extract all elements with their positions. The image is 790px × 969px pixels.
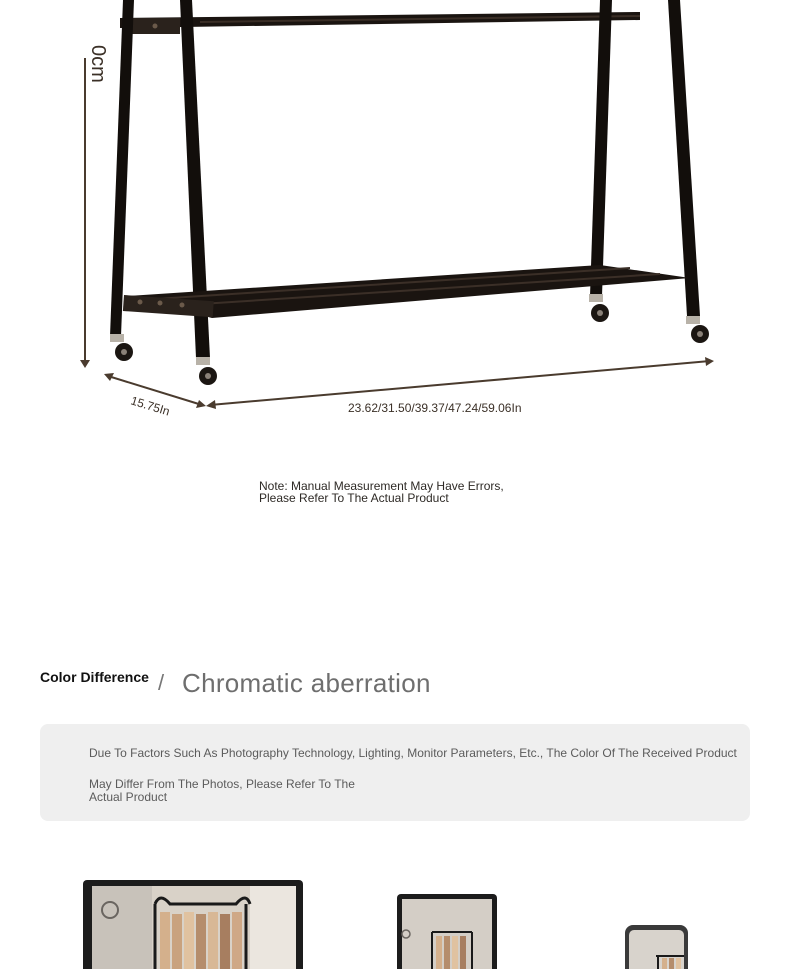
section-subtitle: Chromatic aberration: [182, 668, 431, 698]
bolt: [180, 303, 185, 308]
width-label: 23.62/31.50/39.37/47.24/59.06In: [348, 401, 522, 415]
device-previews: [0, 870, 790, 969]
section-title: Color Difference: [40, 669, 149, 685]
front-right-leg: [668, 0, 700, 316]
depth-label: 15.75In: [129, 393, 172, 419]
bolt: [138, 300, 143, 305]
depth-arrowhead-right: [196, 400, 206, 408]
width-arrowhead-left: [206, 400, 216, 409]
width-arrowhead-right: [705, 357, 714, 366]
width-dimension-line: [210, 361, 710, 405]
caster-back-left: [110, 334, 133, 361]
back-right-leg: [590, 0, 612, 296]
caster-back-right: [589, 294, 609, 322]
height-label: 0cm: [87, 45, 109, 83]
disclaimer-line-2: May Differ From The Photos, Please Refer To The Actual Product: [89, 777, 355, 804]
phone-screen: [625, 925, 688, 969]
caster-front-right: [686, 316, 709, 343]
height-arrowhead: [80, 360, 90, 368]
color-difference-header: [30, 640, 750, 712]
tablet-screen: [397, 894, 497, 969]
bolt: [153, 24, 158, 29]
section-separator: /: [158, 670, 165, 695]
bolt: [158, 301, 163, 306]
note-line-2: Please Refer To The Actual Product: [259, 491, 449, 505]
rack-dimension-figure: [0, 0, 790, 440]
back-left-leg: [110, 0, 134, 336]
caster-front-left: [196, 357, 217, 385]
laptop-screen: [83, 880, 303, 969]
disclaimer-line-1: Due To Factors Such As Photography Technology, Lighting, Monitor Parameters, Etc., The Color Of The Received Product: [89, 746, 737, 760]
note-line-1: Note: Manual Measurement May Have Errors,: [259, 479, 504, 493]
disclaimer-box: [40, 724, 750, 821]
measurement-note: [259, 480, 549, 504]
